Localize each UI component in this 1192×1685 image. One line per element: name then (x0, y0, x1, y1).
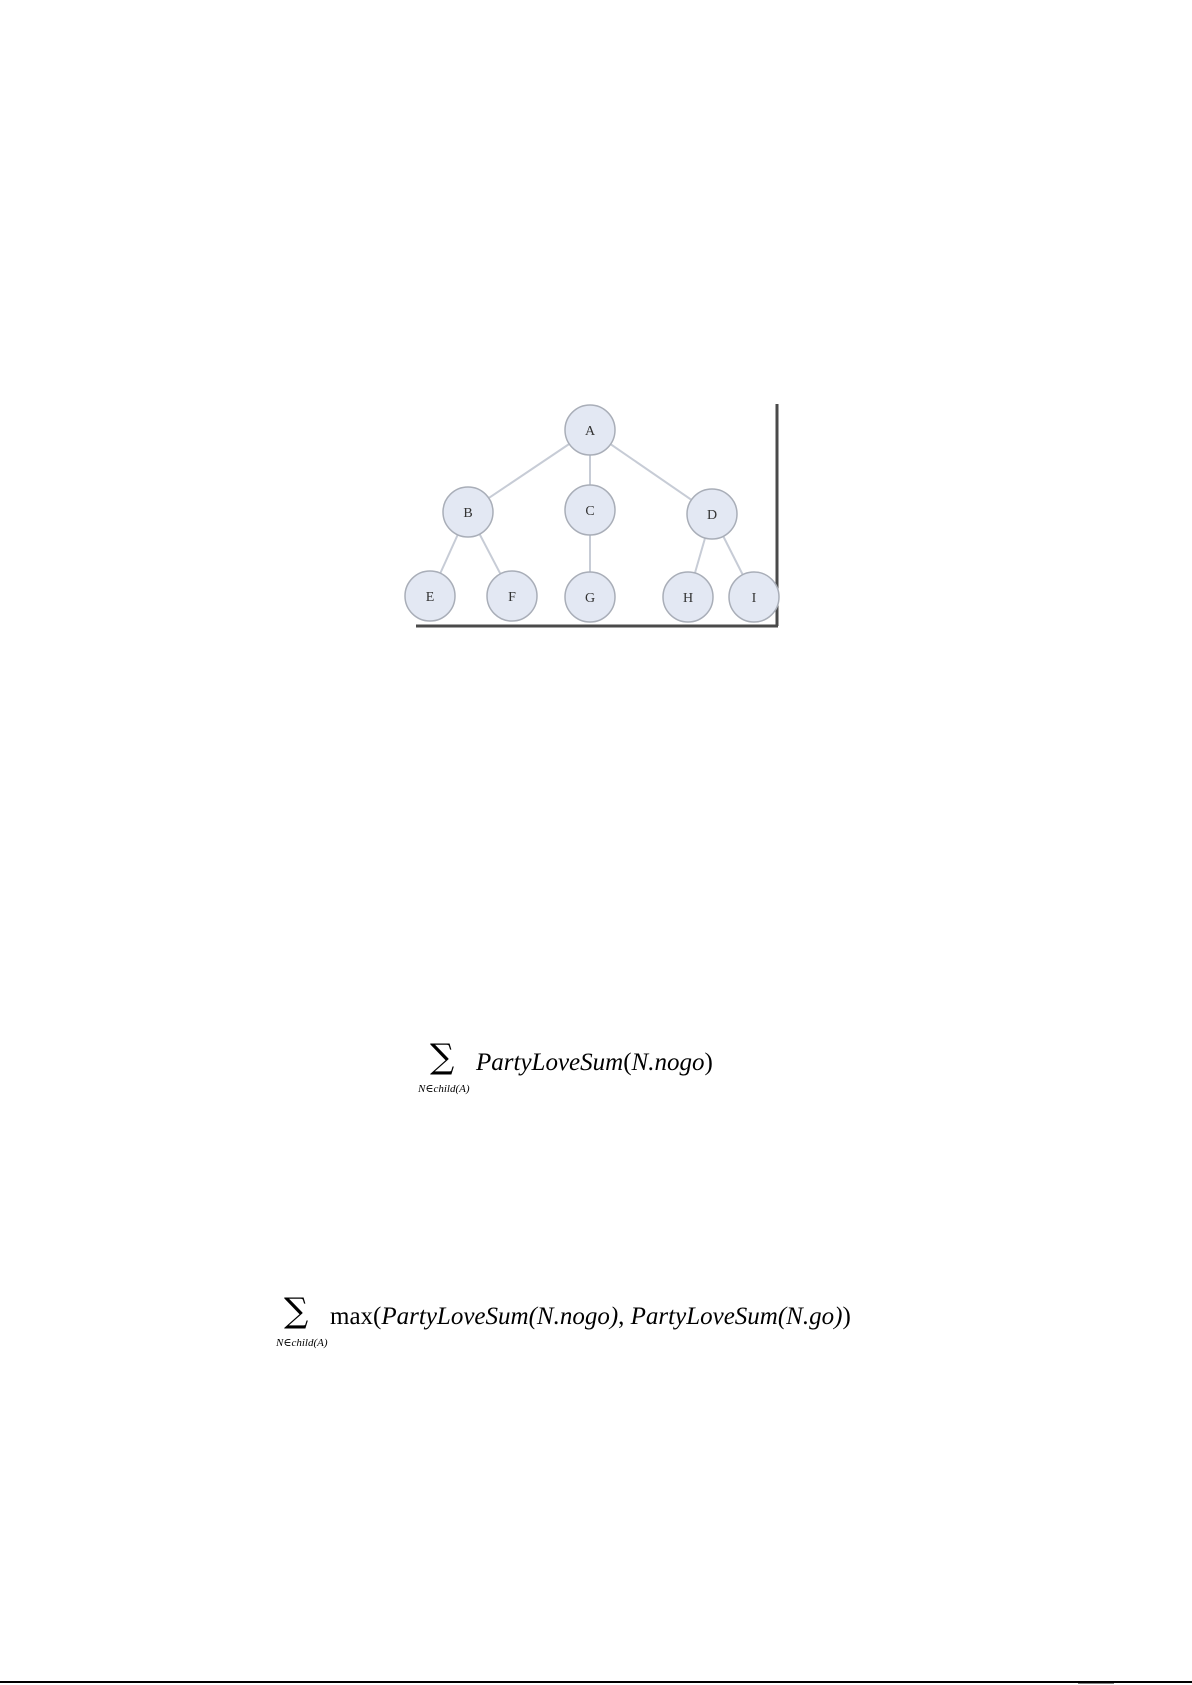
term1-name: PartyLoveSum (381, 1303, 529, 1330)
node-G (565, 572, 615, 622)
node-label: E (425, 590, 435, 605)
formula-sum-nogo (418, 1037, 820, 1110)
tree-diagram (404, 404, 780, 630)
node-A (565, 405, 615, 455)
footer-rule (0, 1681, 1192, 1683)
close-paren: ) (704, 1049, 713, 1076)
node-label: A (584, 424, 596, 439)
node-E (405, 571, 455, 621)
node-B (443, 487, 493, 537)
max-function: max( (330, 1303, 382, 1330)
function-argument: N.nogo (631, 1049, 705, 1076)
formula-sum-max (274, 1291, 934, 1364)
node-F (487, 571, 537, 621)
node-label: H (682, 591, 694, 606)
footer-mark (1078, 1677, 1114, 1684)
term1-argument: (N.nogo) (528, 1303, 619, 1330)
node-label: D (706, 508, 718, 523)
sum-subscript: N∈child(A) (276, 1337, 328, 1349)
formula-expression (476, 1050, 713, 1075)
function-name: PartyLoveSum (476, 1049, 624, 1076)
close-paren: ) (842, 1303, 851, 1330)
node-label: C (585, 504, 595, 519)
sigma-symbol: ∑ (430, 1037, 455, 1077)
open-paren: ( (623, 1049, 632, 1076)
sum-subscript: N∈child(A) (418, 1083, 470, 1095)
formula-expression (330, 1304, 851, 1329)
node-label: B (463, 506, 473, 521)
node-C (565, 485, 615, 535)
term2-name: PartyLoveSum (630, 1303, 778, 1330)
term2-argument: (N.go) (777, 1303, 843, 1330)
node-label: I (751, 591, 757, 606)
node-label: F (508, 590, 516, 605)
node-H (663, 572, 713, 622)
tree-diagram-svg (404, 404, 780, 630)
node-I (729, 572, 779, 622)
node-D (687, 489, 737, 539)
node-label: G (584, 591, 596, 606)
separator: , (618, 1303, 631, 1330)
sigma-symbol: ∑ (284, 1291, 309, 1331)
